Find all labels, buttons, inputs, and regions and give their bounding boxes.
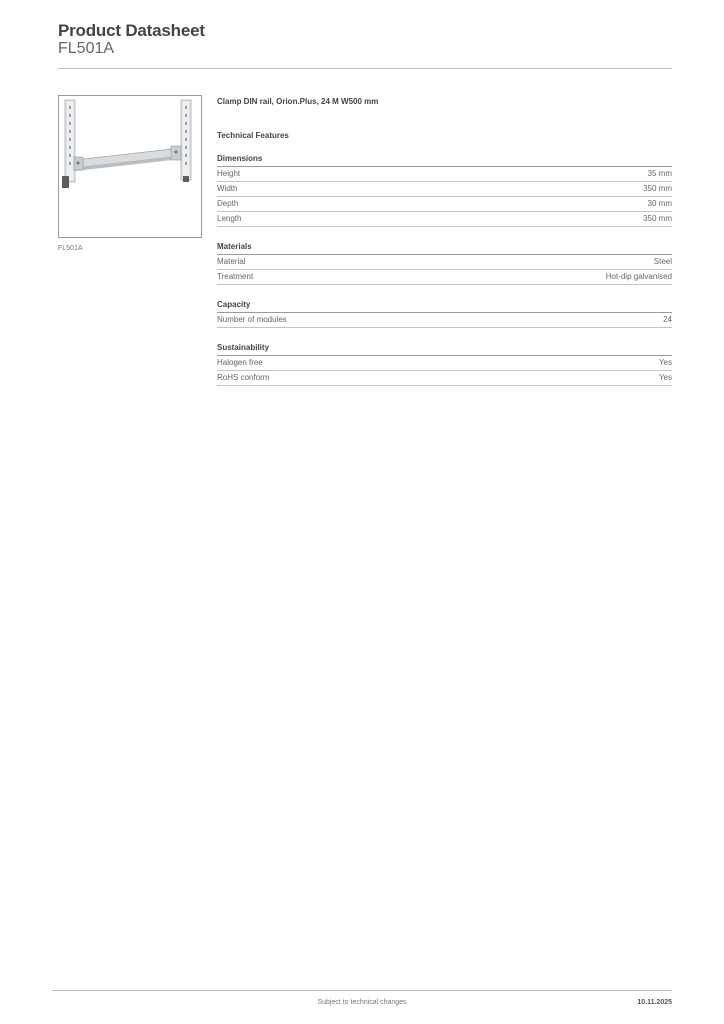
- spec-value: 350 mm: [643, 214, 672, 223]
- spec-label: Width: [217, 184, 238, 193]
- spec-row: [217, 197, 672, 212]
- group-title: Materials: [217, 241, 672, 255]
- spec-row: [217, 212, 672, 227]
- spec-row: [217, 270, 672, 285]
- product-code: FL501A: [58, 40, 115, 57]
- spec-label: Material: [217, 257, 246, 266]
- spec-group-capacity: [217, 299, 672, 328]
- spec-label: Treatment: [217, 272, 254, 281]
- spec-label: Number of modules: [217, 315, 287, 324]
- spec-row: [217, 167, 672, 182]
- image-caption: FL501A: [58, 245, 83, 252]
- spec-value: Yes: [658, 358, 672, 367]
- din-rail-illustration: [59, 96, 201, 237]
- group-title: Dimensions: [217, 153, 672, 167]
- spec-group-dimensions: [217, 153, 672, 227]
- spec-row: [217, 356, 672, 371]
- product-name: Clamp DIN rail, Orion.Plus, 24 M W500 mm: [217, 97, 379, 106]
- spec-value: 30 mm: [647, 199, 672, 208]
- spec-label: RoHS conform: [217, 373, 270, 382]
- header-divider: [58, 68, 672, 69]
- spec-value: 350 mm: [643, 184, 672, 193]
- spec-label: Height: [217, 169, 241, 178]
- footer-date: 10.11.2025: [637, 999, 672, 1006]
- spec-row: [217, 371, 672, 386]
- group-title: Sustainability: [217, 342, 672, 356]
- technical-features-heading: Technical Features: [217, 131, 289, 140]
- page-title: Product Datasheet: [58, 21, 205, 40]
- spec-value: Steel: [653, 257, 672, 266]
- spec-group-materials: [217, 241, 672, 285]
- specifications: [217, 96, 672, 386]
- spec-value: 24: [663, 315, 672, 324]
- spec-row: [217, 182, 672, 197]
- spec-row: [217, 255, 672, 270]
- spec-group-sustainability: [217, 342, 672, 386]
- product-image: [58, 95, 202, 238]
- spec-label: Depth: [217, 199, 239, 208]
- spec-value: 35 mm: [647, 169, 672, 178]
- footer-divider: [52, 990, 672, 991]
- spec-value: Hot-dip galvanised: [605, 272, 672, 281]
- spec-value: Yes: [658, 373, 672, 382]
- spec-row: [217, 313, 672, 328]
- spec-label: Length: [217, 214, 242, 223]
- spec-label: Halogen free: [217, 358, 263, 367]
- group-title: Capacity: [217, 299, 672, 313]
- footer-note: Subject to technical changes: [317, 999, 407, 1006]
